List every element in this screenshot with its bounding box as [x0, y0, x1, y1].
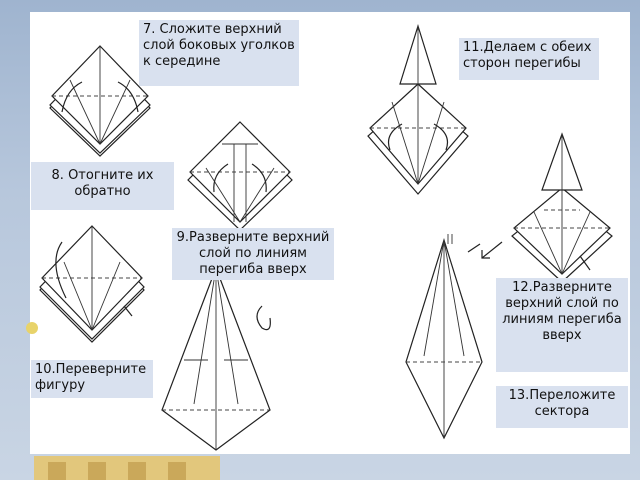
step-10-figure	[36, 222, 156, 342]
decor-block	[48, 462, 66, 480]
step-12-label	[496, 278, 628, 372]
step-7-text: 7. Сложите верхний слой боковых уголков к середине	[143, 22, 295, 69]
step-13-label	[496, 386, 628, 428]
step-12-figure-right	[506, 132, 618, 282]
decor-block	[168, 462, 186, 480]
step-10-label	[31, 360, 153, 398]
decor-block	[128, 462, 146, 480]
step-11-label	[459, 38, 599, 80]
step-12-text: 12.Разверните верхний слой по линиям перегиба вверх	[502, 280, 622, 343]
step-13-text: 13.Переложите сектора	[508, 388, 616, 419]
step-8-text: 8. Отогните их обратно	[51, 168, 154, 199]
decor-block	[88, 462, 106, 480]
step-11-figure	[362, 22, 474, 194]
step-9-label	[172, 228, 334, 280]
step-7-label	[139, 20, 299, 86]
step-9-text: 9.Разверните верхний слой по линиям перегиба вверх	[176, 230, 330, 277]
step-9-figure	[180, 118, 300, 228]
step-13-figure	[396, 232, 486, 442]
step-12-figure-left	[158, 264, 278, 454]
arrow-icon	[478, 240, 504, 262]
step-11-text: 11.Делаем с обеих сторон перегибы	[463, 40, 592, 71]
step-8-label	[31, 162, 174, 210]
step-10-text: 10.Переверните фигуру	[35, 362, 147, 393]
